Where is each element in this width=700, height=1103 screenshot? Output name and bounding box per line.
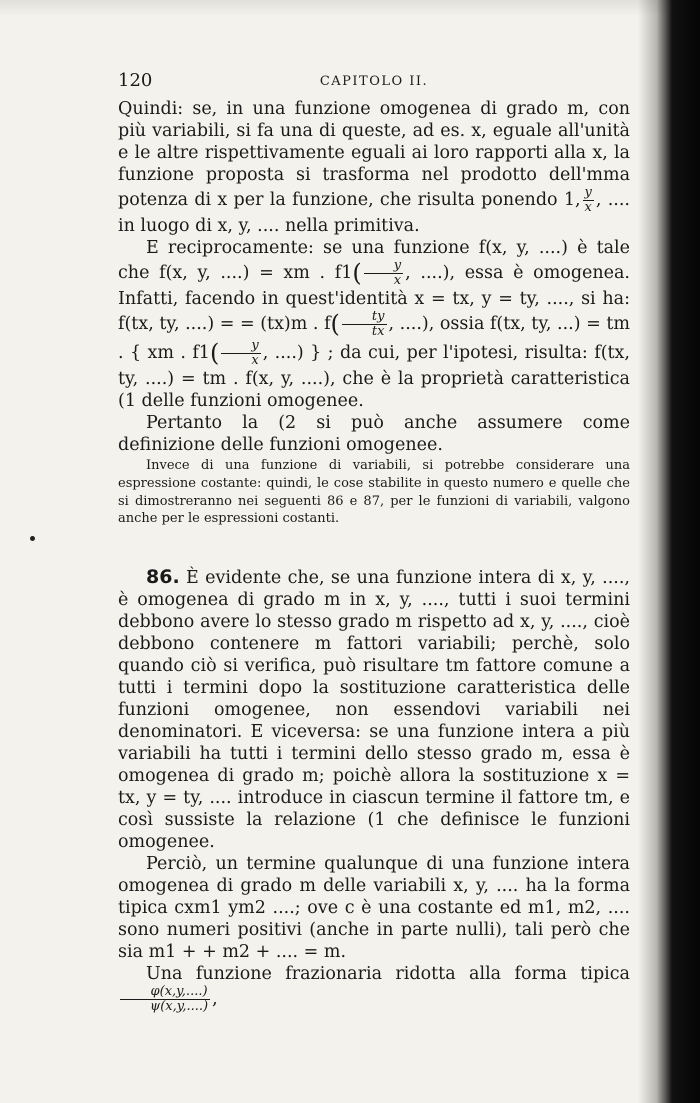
fraction-y-over-x	[583, 186, 594, 215]
frac-num: y	[221, 339, 260, 354]
paragraph-reciprocamente	[118, 237, 630, 412]
frac-num: φ(x,y,....)	[120, 985, 210, 1000]
page-top-edge	[0, 0, 700, 16]
section-number: 86.	[146, 566, 180, 588]
page-number: 120	[118, 70, 153, 91]
fraction-phi-over-psi	[120, 985, 210, 1014]
sec86-p1-text: È evidente che, se una funzione intera di x, y, ...., è omogenea di grado m in x, y, ...., tutti i suoi termini debbono avere lo stesso grado m rispetto ad x, y, ...., cioè debbono contenere m fattori variabili; perchè, solo quando ciò si verifica, può risultare tm fattore comune a tutti i termini dopo la sostituzione caratteristica delle funzioni omogenee, non essendovi variabili nei denominatori. E viceversa: se una funzione intera a più variabili ha tutti i termini dello stesso grado m, essa è omogenea di grado m; poichè allora la sostituzione x = tx, y = ty, .... introduce in ciascun termine il fattore tm, e così sussiste la relazione (1 che definisce le funzioni omogenee.	[118, 568, 630, 852]
fraction-y-over-x	[221, 339, 260, 368]
p2-text-a: E reciprocamente: se una funzione f(x, y, ....) è tale che f(x, y, ....) = xm . f1	[118, 238, 630, 283]
fraction-ty-over-tx	[342, 310, 387, 339]
frac-den: ψ(x,y,....)	[150, 999, 209, 1014]
frac-den: tx	[371, 324, 385, 339]
frac-den: x	[251, 353, 259, 368]
chapter-title: CAPITOLO II.	[319, 74, 429, 89]
open-paren: (	[352, 259, 362, 287]
frac-num: y	[584, 185, 592, 200]
sec86-p3-end: ,	[212, 989, 218, 1009]
footnote-small-print	[118, 457, 630, 528]
section-86-paragraph-2: Perciò, un termine qualunque di una funzione intera omogenea di grado m delle variabili x, y, .... ha la forma tipica cxm1 ym2 ....; ove c è una costante ed m1, m2, .... sono numeri positivi (anche in parte nulli), tali però che sia m1 + + m2 + .... = m.	[118, 854, 630, 962]
open-paren: (	[209, 339, 220, 367]
open-paren: (	[330, 310, 340, 338]
p1-text-a: Quindi: se, in una funzione omogenea di grado m, con più variabili, si fa una di queste, ad es. x, eguale all'unità e le altre rispettivamente eguali ai loro rapporti alla x, la funzione proposta si trasforma nel prodotto dell'mma potenza di x per la funzione, che risulta ponendo 1,	[118, 99, 630, 210]
frac-num: y	[364, 259, 403, 274]
frac-num: ty	[342, 310, 387, 325]
p1-text-b: , .... in luogo di x, y, .... nella primitiva.	[118, 190, 630, 236]
frac-den: x	[584, 200, 592, 215]
book-spine-shadow	[638, 0, 700, 1103]
margin-ink-mark	[30, 536, 35, 541]
main-text	[118, 98, 630, 456]
p2-text-b: , ....), essa è omogenea. Infatti, facendo in quest'identità x = tx, y = ty, ...., si ha: f(tx, ty, ....) = = (tx)m . f	[118, 263, 631, 334]
section-86	[118, 566, 630, 1014]
frac-den: x	[393, 273, 402, 288]
running-header	[118, 70, 630, 96]
section-86-paragraph-3	[118, 963, 630, 1014]
paragraph-pertanto: Pertanto la (2 si può anche assumere come definizione delle funzioni omogenee.	[118, 413, 630, 455]
note-text: Invece di una funzione di variabili, si potrebbe considerare una espressione costante: quindi, le cose stabilite in questo numero e quelle che si dimostreranno nei seguenti 86 e 87, per le funzioni di variabili, valgono anche per le espressioni costanti.	[118, 458, 630, 527]
p2-text-d: , ....) } ; da cui, per l'ipotesi, risulta: f(tx, ty, ....) = tm . f(x, y, ....), che è la proprietà caratteristica (1 delle funzioni omogenee.	[118, 343, 630, 411]
p2-text-c: , ....), ossia f(tx, ty, ...) = tm . { xm . f1	[118, 314, 630, 363]
fraction-y-over-x	[364, 259, 403, 288]
paragraph-quindi	[118, 98, 630, 237]
sec86-p3-text: Una funzione frazionaria ridotta alla forma tipica	[146, 964, 630, 984]
section-86-paragraph-1	[118, 566, 630, 853]
